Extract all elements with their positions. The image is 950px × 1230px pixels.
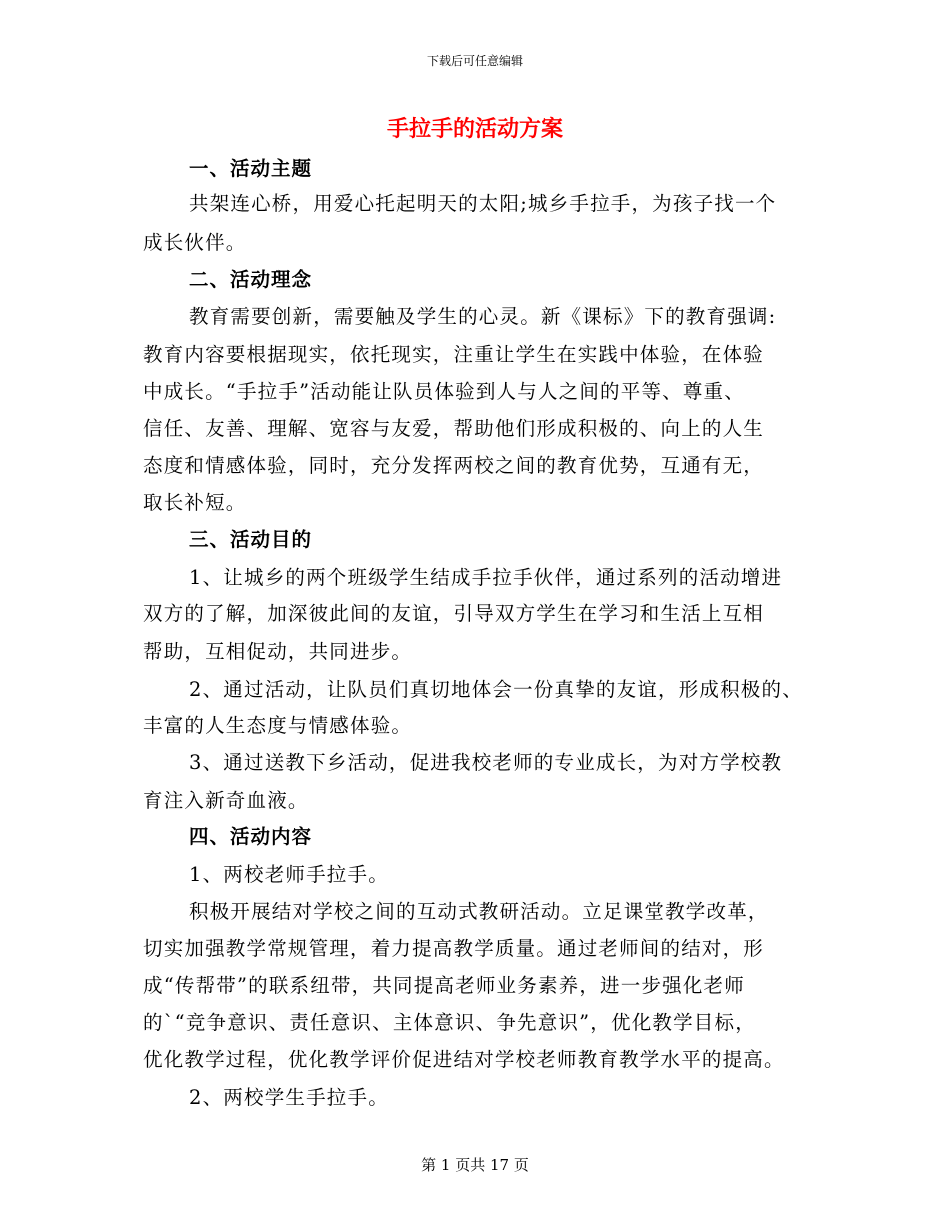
section-heading-goals: 三、活动目的 [189,528,313,551]
section-heading-philosophy: 二、活动理念 [189,268,313,291]
paragraph-line: 教育内容要根据现实，依托现实，注重让学生在实践中体验，在体验 [143,343,765,366]
paragraph-line: 3、通过送教下乡活动，促进我校老师的专业成长，为对方学校教 [189,751,783,774]
paragraph-line: 成“传帮带”的联系纽带，共同提高老师业务素养，进一步强化老师 [143,974,745,997]
section-heading-theme: 一、活动主题 [189,157,313,180]
paragraph-line: 双方的了解，加深彼此间的友谊，引导双方学生在学习和生活上互相 [143,602,765,625]
paragraph-line: 丰富的人生态度与情感体验。 [143,714,413,737]
paragraph-line: 2、两校学生手拉手。 [189,1086,389,1109]
paragraph-line: 的`“竞争意识、责任意识、主体意识、争先意识”，优化教学目标， [143,1011,756,1034]
paragraph-line: 帮助，互相促动，共同进步。 [143,640,413,663]
paragraph-line: 2、通过活动，让队员们真切地体会一份真挚的友谊，形成积极的、 [189,678,803,701]
paragraph-line: 1、让城乡的两个班级学生结成手拉手伙伴，通过系列的活动增进 [189,566,783,589]
paragraph-line: 取长补短。 [143,491,247,514]
paragraph-line: 优化教学过程，优化教学评价促进结对学校老师教育教学水平的提高。 [143,1048,785,1071]
paragraph-line: 成长伙伴。 [143,231,247,254]
paragraph-line: 中成长。“手拉手”活动能让队员体验到人与人之间的平等、尊重、 [143,380,745,403]
paragraph-line: 积极开展结对学校之间的互动式教研活动。立足课堂教学改革， [189,900,769,923]
paragraph-line: 切实加强教学常规管理，着力提高教学质量。通过老师间的结对，形 [143,937,765,960]
section-heading-content: 四、活动内容 [189,825,313,848]
page-header: 下载后可任意编辑 [426,54,523,68]
paragraph-line: 教育需要创新，需要触及学生的心灵。新《课标》下的教育强调: [189,305,777,328]
document-title: 手拉手的活动方案 [386,116,563,142]
paragraph-line: 信任、友善、理解、宽容与友爱，帮助他们形成积极的、向上的人生 [143,417,765,440]
page-footer: 第 1 页共 17 页 [421,1156,529,1174]
paragraph-line: 1、两校老师手拉手。 [189,863,389,886]
paragraph-line: 态度和情感体验，同时，充分发挥两校之间的教育优势，互通有无， [143,454,765,477]
paragraph-line: 育注入新奇血液。 [143,789,309,812]
paragraph-line: 共架连心桥，用爱心托起明天的太阳;城乡手拉手，为孩子找一个 [189,192,777,215]
